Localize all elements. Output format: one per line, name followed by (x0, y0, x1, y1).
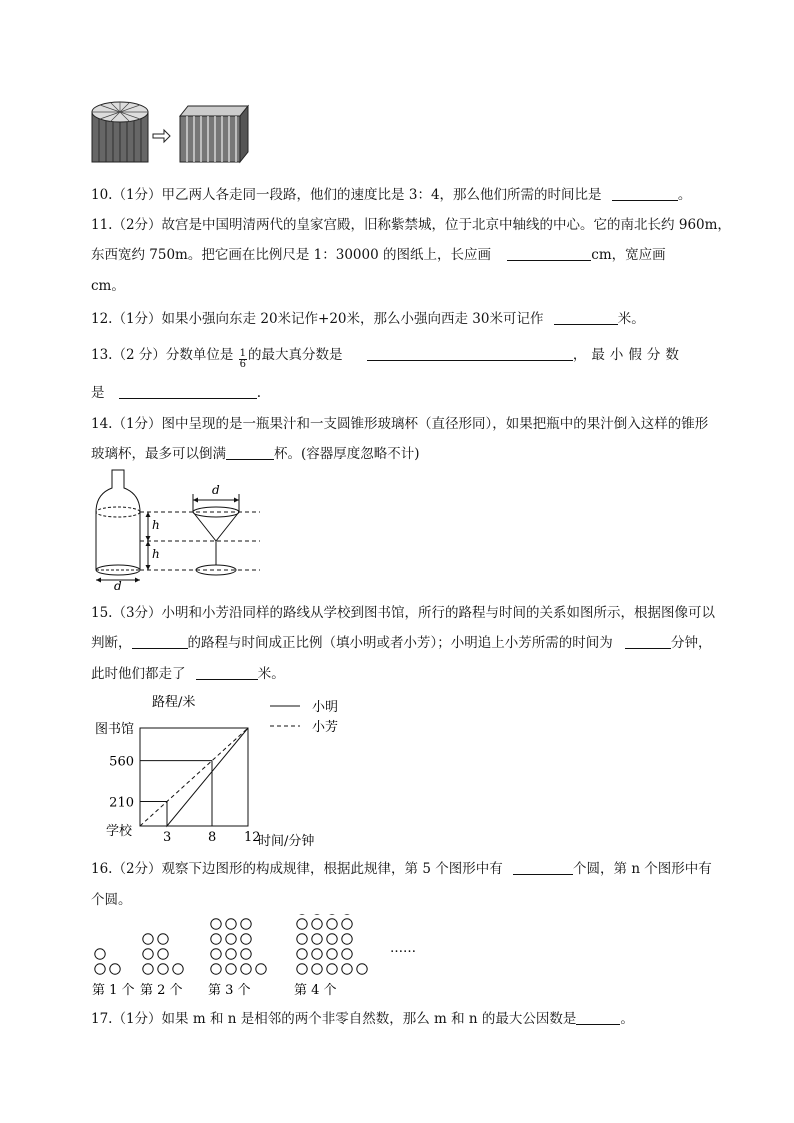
fraction-denominator: 6 (239, 359, 247, 370)
answer-blank-11-length[interactable] (507, 246, 591, 261)
chart-origin-label: 学校 (106, 824, 133, 839)
pattern-circle (256, 964, 266, 974)
pattern-circle (226, 919, 236, 929)
question-17-text: 17.（1分）如果 m 和 n 是相邻的两个非零自然数，那么 m 和 n 的最大公因数是 (91, 1011, 577, 1027)
height-label-2: h (152, 547, 160, 561)
x-tick-label-8: 8 (208, 830, 217, 845)
pattern-circle (226, 964, 236, 974)
pattern-circle (173, 964, 183, 974)
circle-figure-1 (95, 949, 120, 974)
question-15-line2 (91, 634, 712, 652)
question-14-text-2b: 杯。(容器厚度忽略不计) (274, 446, 420, 462)
answer-blank-15-proportional[interactable] (132, 634, 188, 649)
pattern-circle (158, 964, 168, 974)
question-11-line1: 11.（2分）故宫是中国明清两代的皇家宫殿，旧称紫禁城，位于北京中轴线的中心。它的南北长约 960m， (91, 217, 731, 233)
pattern-circle (158, 949, 168, 959)
question-15-text-2a: 判断， (91, 635, 132, 651)
question-16-line1 (91, 860, 712, 878)
pattern-circle (297, 919, 307, 929)
height-label-1: h (152, 518, 160, 532)
pattern-circle (110, 964, 120, 974)
x-tick-label-3: 3 (163, 830, 172, 845)
pattern-circle (342, 964, 352, 974)
question-16-line2: 个圆。 (91, 892, 132, 908)
pattern-circle (312, 934, 322, 944)
figure-label-2: 第 2 个 (140, 983, 183, 998)
pattern-circle (241, 964, 251, 974)
pattern-circle (241, 919, 251, 929)
question-13-text-c: ，最小假分数 (572, 347, 684, 363)
question-14-line2 (91, 445, 420, 463)
answer-blank-10[interactable] (612, 186, 678, 201)
chart-series (140, 728, 248, 826)
pattern-circle (143, 949, 153, 959)
pattern-circle (342, 934, 352, 944)
distance-time-chart (80, 688, 360, 852)
pattern-circle (211, 964, 221, 974)
question-11-text-2a: 东西宽约 750m。把它画在比例尺是 1：30000 的图纸上，长应画 (91, 247, 491, 263)
question-13-text-b: 的最大真分数是 (248, 347, 343, 363)
question-13-line1 (91, 346, 684, 370)
series-line-2 (140, 728, 248, 826)
figure-label-3: 第 3 个 (208, 983, 251, 998)
circle-pattern-figure (86, 914, 426, 998)
legend-label-2: 小芳 (312, 720, 339, 735)
pattern-circle (327, 934, 337, 944)
pattern-circle (226, 949, 236, 959)
question-10-end: 。 (677, 187, 692, 203)
answer-blank-15-distance[interactable] (196, 665, 258, 680)
pattern-circle (312, 949, 322, 959)
question-16-text-1b: 个圆，第 n 个图形中有 (573, 861, 712, 877)
pattern-circle (327, 949, 337, 959)
question-11-line2 (91, 246, 670, 264)
question-16-text-1a: 16.（2分）观察下边图形的构成规律，根据此规律，第 5 个图形中有 (91, 861, 503, 877)
question-15-text-2b: 的路程与时间成正比例（填小明或者小芳）；小明追上小芳所需的时间为 (187, 635, 613, 651)
pattern-circle (241, 934, 251, 944)
question-12 (91, 310, 645, 328)
answer-blank-14[interactable] (226, 445, 274, 460)
pattern-circle (211, 934, 221, 944)
answer-blank-13-improper[interactable] (119, 384, 257, 399)
bottle-and-cone-glass-figure (88, 466, 268, 590)
pattern-ellipsis: …… (390, 941, 416, 956)
legend-label-1: 小明 (312, 700, 339, 715)
question-13-end: . (256, 385, 262, 401)
pattern-circle (312, 919, 322, 929)
pattern-circle (211, 949, 221, 959)
pattern-circle (312, 964, 322, 974)
pattern-circle (297, 949, 307, 959)
diameter-label-bottom: d (114, 579, 122, 590)
question-15-line3 (91, 665, 285, 683)
y-tick-label-2: 560 (109, 754, 134, 770)
diameter-label-top: d (212, 483, 220, 497)
question-15-line1: 15.（3分）小明和小芳沿同样的路线从学校到图书馆，所行的路程与时间的关系如图所示，根据图像可以 (91, 605, 716, 621)
pattern-circle (241, 949, 251, 959)
question-12-end: 米。 (617, 311, 645, 327)
question-14-line1: 14.（1分）图中呈现的是一瓶果汁和一支圆锥形玻璃杯（直径形同），如果把瓶中的果汁倒入这样的锥形 (91, 416, 709, 432)
answer-blank-15-time[interactable] (625, 634, 671, 649)
question-12-text: 12.（1分）如果小强向东走 20米记作+20米，那么小强向西走 30米可记作 (91, 311, 544, 327)
circle-figure-4 (297, 914, 367, 974)
pattern-circle (342, 949, 352, 959)
fraction-numerator: 1 (239, 348, 247, 359)
circle-figure-3 (211, 919, 266, 974)
question-13-text-2a: 是 (91, 385, 105, 401)
chart-legend (270, 700, 338, 735)
pattern-circle (143, 934, 153, 944)
pattern-circle (327, 919, 337, 929)
question-15-text-3b: 米。 (257, 666, 285, 682)
question-13-text-a: 13.（2 分）分数单位是 (91, 347, 234, 363)
y-tick-label-1: 210 (109, 795, 134, 811)
circle-figure-2 (143, 934, 183, 974)
answer-blank-16-fifth[interactable] (513, 860, 573, 875)
question-15-text-2c: 分钟， (671, 635, 712, 651)
answer-blank-13-proper[interactable] (367, 346, 573, 361)
question-10 (91, 186, 691, 204)
answer-blank-17[interactable] (576, 1010, 620, 1025)
question-11-text-2b: cm，宽应画 (591, 247, 666, 263)
question-17-end: 。 (620, 1011, 634, 1027)
chart-y-axis-label: 路程/米 (152, 695, 196, 710)
question-14-text-2a: 玻璃杯，最多可以倒满 (91, 446, 226, 462)
figure-label-4: 第 4 个 (294, 983, 337, 998)
answer-blank-12[interactable] (554, 310, 618, 325)
y-tick-label-3: 图书馆 (94, 722, 134, 737)
chart-x-axis-label: 时间/分钟 (258, 834, 315, 849)
question-13-line2 (91, 384, 261, 402)
question-15-text-3a: 此时他们都走了 (91, 666, 186, 682)
question-17 (91, 1010, 634, 1028)
cylinder-slices-figure (90, 98, 250, 166)
pattern-circle (342, 919, 352, 929)
pattern-circle (297, 934, 307, 944)
pattern-circle (143, 964, 153, 974)
fraction-one-sixth (239, 349, 247, 370)
pattern-circle (327, 964, 337, 974)
question-11-line3: cm。 (91, 278, 125, 294)
pattern-circle (226, 934, 236, 944)
pattern-circle (357, 964, 367, 974)
figure-label-1: 第 1 个 (92, 983, 135, 998)
question-10-text: 10.（1分）甲乙两人各走同一段路，他们的速度比是 3：4，那么他们所需的时间比是 (91, 187, 602, 203)
pattern-circle (211, 919, 221, 929)
pattern-circle (95, 949, 105, 959)
x-tick-label-12: 12 (244, 830, 261, 845)
pattern-circle (95, 964, 105, 974)
pattern-circle (158, 934, 168, 944)
pattern-circle (297, 964, 307, 974)
